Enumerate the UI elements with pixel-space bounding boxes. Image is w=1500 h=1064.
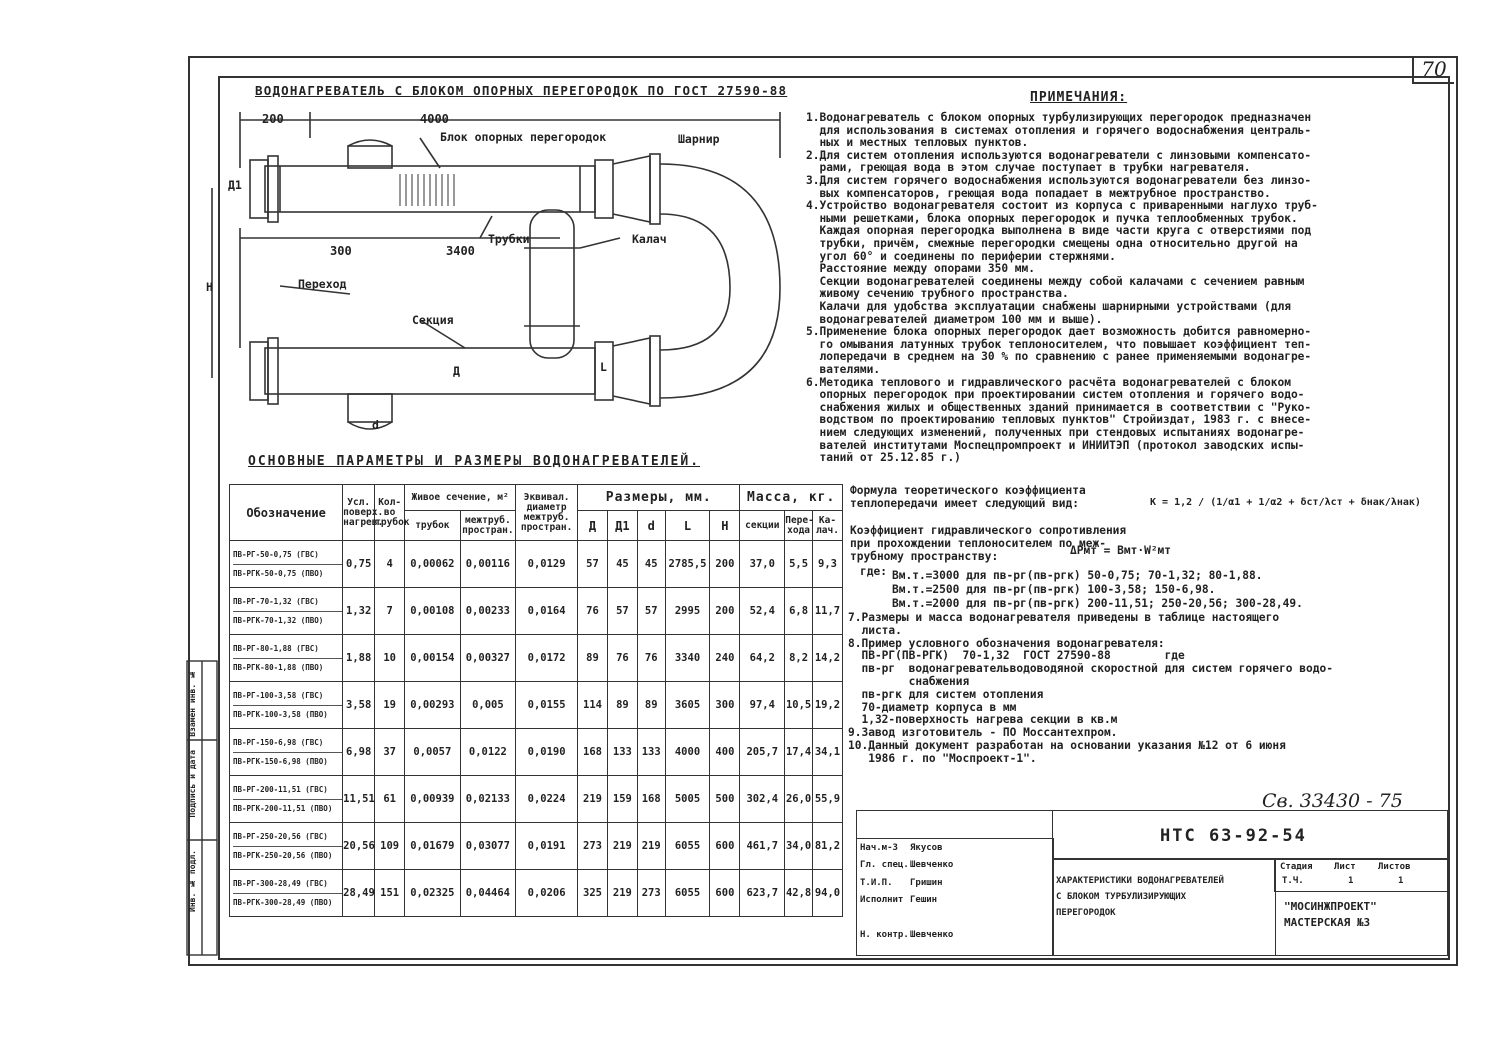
label-tubes: Трубки <box>488 232 530 246</box>
org-2: МАСТЕРСКАЯ №3 <box>1284 916 1371 929</box>
cell-m-trans: 5,5 <box>785 541 813 588</box>
org-1: "МОСИНЖПРОЕКТ" <box>1284 900 1377 913</box>
note-line: таний от 25.12.85 г.) <box>806 451 961 465</box>
cell-m-kal: 94,0 <box>812 870 842 917</box>
th-intertube: межтруб. простран. <box>460 511 516 541</box>
note-line: ных и местных тепловых пунктов. <box>806 136 1029 150</box>
th-surface: Усл. поверх. нагрев. <box>343 485 375 541</box>
th-D1: Д1 <box>607 511 637 541</box>
where-label: где: <box>860 565 887 578</box>
cell-H: 300 <box>710 682 740 729</box>
handwritten-number: Св. 33430 - 75 <box>1262 790 1403 812</box>
cell-tubes: 0,00154 <box>405 635 461 682</box>
cell-count: 61 <box>375 776 405 823</box>
signer-role: Гл. спец. <box>860 860 909 871</box>
note-line: 7.Размеры и масса водонагревателя приведены в таблице настоящего <box>848 611 1280 624</box>
label-baffle-block: Блок опорных перегородок <box>440 130 607 144</box>
th-tubes: трубок <box>405 511 461 541</box>
hydr-intro-2: при прохождении теплоносителем по меж- <box>850 537 1106 550</box>
cell-H: 500 <box>710 776 740 823</box>
designation-line: ПВ-РГ-250-20,56 (ГВС) <box>233 828 342 847</box>
note-line: 1986 г. по "Моспроект-1". <box>848 751 1037 765</box>
coef-3: Вм.т.=2000 для пв-рг(пв-ргк) 200-11,51; 250-20,56; 300-28,49. <box>892 597 1303 610</box>
cell-d: 133 <box>637 729 665 776</box>
cell-D: 89 <box>578 635 608 682</box>
cell-inter: 0,0122 <box>460 729 516 776</box>
sheet-label: Лист <box>1334 862 1356 872</box>
table-row <box>230 823 843 870</box>
label-H: Н <box>206 280 213 294</box>
cell-tubes: 0,00293 <box>405 682 461 729</box>
note-line: вателей институтами Моспецпромпроект и ИНИИТЭП (протокол заводских испы- <box>806 438 1305 452</box>
note-line: водством по проектированию тепловых пунктов" Стройиздат, 1983 г. с внесе- <box>806 413 1312 427</box>
cell-L: 6055 <box>665 823 710 870</box>
cell-L: 4000 <box>665 729 710 776</box>
cell-inter: 0,02133 <box>460 776 516 823</box>
hydr-intro-3: трубному пространству: <box>850 550 999 563</box>
label-D1: Д1 <box>228 178 242 192</box>
dim-4000: 4000 <box>420 112 449 126</box>
note-line: трубки, причём, смежные перегородки смещены одна относительно другой на <box>806 237 1298 250</box>
note-line: листа. <box>848 623 902 637</box>
table-row <box>230 588 843 635</box>
cell-surface: 1,32 <box>343 588 375 635</box>
cell-inter: 0,00233 <box>460 588 516 635</box>
cell-designation <box>230 776 343 823</box>
cell-surface: 28,49 <box>343 870 375 917</box>
note-line: угол 60° и соединены по периферии стержнями. <box>806 249 1116 263</box>
cell-surface: 3,58 <box>343 682 375 729</box>
cell-d: 45 <box>637 541 665 588</box>
cell-d: 168 <box>637 776 665 823</box>
note-line: 3.Для систем горячего водоснабжения используются водонагреватели без линзо- <box>806 174 1312 187</box>
cell-L: 5005 <box>665 776 710 823</box>
cell-H: 400 <box>710 729 740 776</box>
cell-D: 219 <box>578 776 608 823</box>
cell-m-kal: 81,2 <box>812 823 842 870</box>
note-line: вателями. <box>806 363 881 376</box>
cell-surface: 1,88 <box>343 635 375 682</box>
note-line: 1.Водонагреватель с блоком опорных турбулизирующих перегородок предназначен <box>806 111 1312 124</box>
cell-inter: 0,03077 <box>460 823 516 870</box>
th-dimensions: Размеры, мм. <box>578 485 740 511</box>
cell-count: 151 <box>375 870 405 917</box>
cell-designation <box>230 682 343 729</box>
cell-D1: 45 <box>607 541 637 588</box>
table-row <box>230 776 843 823</box>
title-block-desc-cell <box>1052 858 1276 956</box>
designation-line: ПВ-РГ-200-11,51 (ГВС) <box>233 781 342 800</box>
cell-m-trans: 8,2 <box>785 635 813 682</box>
cell-D1: 57 <box>607 588 637 635</box>
stage-value: Т.Ч. <box>1282 876 1304 886</box>
cell-m-sec: 205,7 <box>740 729 785 776</box>
cell-D: 76 <box>578 588 608 635</box>
th-m-section: секции <box>740 511 785 541</box>
note-line: Калачи для удобства эксплуатации снабжены шарнирными устройствами (для <box>806 300 1291 313</box>
note-line: 8.Пример условного обозначения водонагревателя: <box>848 636 1165 650</box>
cell-equiv: 0,0191 <box>516 823 578 870</box>
signer-name: Якусов <box>910 843 943 853</box>
sheets-value: 1 <box>1398 876 1404 886</box>
cell-equiv: 0,0155 <box>516 682 578 729</box>
signer-name: Шевченко <box>910 860 954 871</box>
note-line: 9.Завод изготовитель - ПО Мосcантехпром. <box>848 726 1118 740</box>
cell-inter: 0,00327 <box>460 635 516 682</box>
signer-role: Нач.м-3 <box>860 843 898 853</box>
cell-L: 6055 <box>665 870 710 917</box>
cell-m-sec: 623,7 <box>740 870 785 917</box>
cell-m-trans: 10,5 <box>785 682 813 729</box>
designation-line: ПВ-РГК-150-6,98 (ПВО) <box>233 756 328 766</box>
cell-inter: 0,005 <box>460 682 516 729</box>
signer-name: Гришин <box>910 877 943 888</box>
signer-role: Т.И.П. <box>860 877 893 888</box>
cell-inter: 0,00116 <box>460 541 516 588</box>
side-sign: Подпись и дата <box>188 750 197 818</box>
cell-surface: 11,51 <box>343 776 375 823</box>
label-transition: Переход <box>298 277 347 291</box>
coef-1: Вм.т.=3000 для пв-рг(пв-ргк) 50-0,75; 70-1,32; 80-1,88. <box>892 569 1263 582</box>
note-line: 4.Устройство водонагревателя состоит из корпуса с приваренными наглухо труб- <box>806 199 1318 213</box>
th-H: Н <box>710 511 740 541</box>
cell-H: 240 <box>710 635 740 682</box>
label-L: L <box>600 360 607 374</box>
note-line: лопередачи в среднем на 30 % по сравнению с ранее применяемыми водонагре- <box>806 350 1312 364</box>
cell-count: 4 <box>375 541 405 588</box>
formula-intro-1: Формула теоретического коэффициента <box>850 484 1086 497</box>
note-line: ными решетками, блока опорных перегородок и пучка теплообменных трубок. <box>806 211 1298 225</box>
sheets-label: Листов <box>1378 862 1411 872</box>
cell-D1: 133 <box>607 729 637 776</box>
note-line: живому сечению трубного пространства. <box>806 287 1069 301</box>
designation-line: ПВ-РГК-80-1,88 (ПВО) <box>233 662 324 672</box>
params-table <box>229 484 843 917</box>
th-D: Д <box>578 511 608 541</box>
cell-m-kal: 11,7 <box>812 588 842 635</box>
drawing-title: ВОДОНАГРЕВАТЕЛЬ С БЛОКОМ ОПОРНЫХ ПЕРЕГОРОДОК ПО ГОСТ 27590-88 <box>255 83 788 98</box>
dim-200: 200 <box>262 112 284 126</box>
cell-d: 273 <box>637 870 665 917</box>
cell-designation <box>230 729 343 776</box>
th-live-section: Живое сечение, м² <box>405 485 516 511</box>
cell-tubes: 0,01679 <box>405 823 461 870</box>
cell-H: 600 <box>710 823 740 870</box>
side-inv: Инв. № подл. <box>188 850 197 912</box>
designation-line: ПВ-РГК-70-1,32 (ПВО) <box>233 615 324 625</box>
cell-m-trans: 34,0 <box>785 823 813 870</box>
designation-line: ПВ-РГК-300-28,49 (ПВО) <box>233 897 333 907</box>
cell-m-kal: 14,2 <box>812 635 842 682</box>
side-replace: Взамен инв. № <box>188 670 197 737</box>
cell-designation <box>230 635 343 682</box>
designation-line: ПВ-РГ-100-3,58 (ГВС) <box>233 687 342 706</box>
cell-H: 600 <box>710 870 740 917</box>
designation-line: ПВ-РГК-200-11,51 (ПВО) <box>233 803 333 813</box>
designation-line: ПВ-РГ-50-0,75 (ГВС) <box>233 546 342 565</box>
note-line: 5.Применение блока опорных перегородок дает возможность добится равномерно- <box>806 325 1312 339</box>
cell-D1: 159 <box>607 776 637 823</box>
cell-D: 325 <box>578 870 608 917</box>
signer-name: Шевченко <box>910 930 954 940</box>
table-row <box>230 541 843 588</box>
cell-d: 57 <box>637 588 665 635</box>
cell-D: 57 <box>578 541 608 588</box>
cell-D: 114 <box>578 682 608 729</box>
th-designation: Обозначение <box>230 485 343 541</box>
table-row <box>230 682 843 729</box>
cell-designation <box>230 870 343 917</box>
note-line: 2.Для систем отопления используются водонагреватели с линзовыми компенсато- <box>806 148 1312 162</box>
cell-L: 3340 <box>665 635 710 682</box>
table-row <box>230 729 843 776</box>
cell-equiv: 0,0224 <box>516 776 578 823</box>
cell-m-kal: 19,2 <box>812 682 842 729</box>
cell-designation <box>230 823 343 870</box>
cell-m-kal: 34,1 <box>812 729 842 776</box>
cell-m-sec: 37,0 <box>740 541 785 588</box>
cell-d: 219 <box>637 823 665 870</box>
cell-m-sec: 64,2 <box>740 635 785 682</box>
note-line: го омывания латунных трубок теплоносителем, что повышает коэффициент теп- <box>806 337 1312 351</box>
note-line: пв-рг водонагревательводоводяной скоростной для систем горячего водо- <box>848 662 1333 676</box>
cell-m-kal: 55,9 <box>812 776 842 823</box>
cell-m-trans: 6,8 <box>785 588 813 635</box>
designation-line: ПВ-РГК-50-0,75 (ПВО) <box>233 568 324 578</box>
cell-m-sec: 461,7 <box>740 823 785 870</box>
cell-designation <box>230 541 343 588</box>
cell-L: 3605 <box>665 682 710 729</box>
label-d: d <box>372 418 379 432</box>
cell-D1: 89 <box>607 682 637 729</box>
cell-count: 7 <box>375 588 405 635</box>
cell-m-trans: 17,4 <box>785 729 813 776</box>
th-L: L <box>665 511 710 541</box>
label-hinge: Шарнир <box>678 132 720 146</box>
label-section: Секция <box>412 313 454 327</box>
note-line: снабжения <box>848 675 970 688</box>
note-line: рами, греющая вода в этом случае поступает в трубки нагревателя. <box>806 161 1251 175</box>
th-equiv-diam: Эквивал. диаметр межтруб. простран. <box>516 485 578 541</box>
formula-dp: ΔPмт = Bмт·W²мт <box>1070 544 1172 557</box>
cell-d: 76 <box>637 635 665 682</box>
cell-D1: 76 <box>607 635 637 682</box>
stage-label: Стадия <box>1280 862 1313 872</box>
cell-surface: 0,75 <box>343 541 375 588</box>
cell-D1: 219 <box>607 823 637 870</box>
cell-count: 37 <box>375 729 405 776</box>
label-D: Д <box>453 364 460 378</box>
cell-designation <box>230 588 343 635</box>
note-line: 6.Методика теплового и гидравлического расчёта водонагревателей с блоком <box>806 375 1291 389</box>
note-line: Каждая опорная перегородка выполнена в виде части круга с отверстиями под <box>806 224 1312 238</box>
designation-line: ПВ-РГ-80-1,88 (ГВС) <box>233 640 342 659</box>
signer-role: Н. контр. <box>860 930 909 940</box>
table-row <box>230 870 843 917</box>
cell-tubes: 0,02325 <box>405 870 461 917</box>
cell-m-trans: 42,8 <box>785 870 813 917</box>
cell-equiv: 0,0190 <box>516 729 578 776</box>
designation-line: ПВ-РГ-300-28,49 (ГВС) <box>233 875 342 894</box>
label-kalach: Калач <box>632 232 667 246</box>
cell-m-kal: 9,3 <box>812 541 842 588</box>
designation-line: ПВ-РГ-150-6,98 (ГВС) <box>233 734 342 753</box>
cell-equiv: 0,0172 <box>516 635 578 682</box>
note-line: снабжения жилых и общественных зданий принимается в соответствии с "Руко- <box>806 400 1312 414</box>
document-code: НТС 63-92-54 <box>1160 826 1307 846</box>
note-line: ПВ-РГ(ПВ-РГК) 70-1,32 ГОСТ 27590-88 где <box>848 649 1185 663</box>
coef-2: Вм.т.=2500 для пв-рг(пв-ргк) 100-3,58; 150-6,98. <box>892 583 1216 596</box>
th-m-kalach: Ка-лач. <box>812 511 842 541</box>
cell-equiv: 0,0164 <box>516 588 578 635</box>
note-line: 1,32-поверхность нагрева секции в кв.м <box>848 713 1118 727</box>
note-line: опорных перегородок при проектировании систем отопления и горячего водо- <box>806 388 1305 402</box>
signer-role: Исполнит <box>860 895 904 906</box>
note-line: Секции водонагревателей соединены между собой калачами с сечением равным <box>806 274 1305 288</box>
cell-d: 89 <box>637 682 665 729</box>
cell-equiv: 0,0129 <box>516 541 578 588</box>
note-line: 70-диаметр корпуса в мм <box>848 700 1017 714</box>
th-m-transition: Пере-хода <box>785 511 813 541</box>
cell-m-sec: 97,4 <box>740 682 785 729</box>
cell-m-trans: 26,0 <box>785 776 813 823</box>
cell-tubes: 0,0057 <box>405 729 461 776</box>
side-strip-lines <box>186 660 218 956</box>
dim-300: 300 <box>330 244 352 258</box>
note-line: для использования в системах отопления и горячего водоснабжения централь- <box>806 123 1312 137</box>
th-mass: Масса, кг. <box>740 485 843 511</box>
th-d: d <box>637 511 665 541</box>
sheet-value: 1 <box>1348 876 1354 886</box>
formula-intro-2: теплопередачи имеет следующий вид: <box>850 497 1080 510</box>
cell-equiv: 0,0206 <box>516 870 578 917</box>
notes-title: ПРИМЕЧАНИЯ: <box>1030 90 1128 105</box>
signer-name: Гешин <box>910 895 938 906</box>
hydr-intro-1: Коэффициент гидравлического сопротивления <box>850 524 1127 537</box>
note-line: водонагревателей диаметром 100 мм и выше). <box>806 312 1103 326</box>
cell-m-sec: 302,4 <box>740 776 785 823</box>
note-line: нием следующих изменений, полученных при стендовых испытаниях водонагре- <box>806 426 1305 439</box>
cell-D: 168 <box>578 729 608 776</box>
cell-count: 19 <box>375 682 405 729</box>
page-number: 70 <box>1412 56 1454 84</box>
note-line: Расстояние между опорами 350 мм. <box>806 262 1036 276</box>
cell-tubes: 0,00939 <box>405 776 461 823</box>
cell-m-sec: 52,4 <box>740 588 785 635</box>
table-row <box>230 635 843 682</box>
cell-count: 109 <box>375 823 405 870</box>
cell-tubes: 0,00108 <box>405 588 461 635</box>
cell-surface: 20,56 <box>343 823 375 870</box>
cell-inter: 0,04464 <box>460 870 516 917</box>
designation-line: ПВ-РГК-250-20,56 (ПВО) <box>233 850 333 860</box>
note-line: пв-ргк для систем отопления <box>848 687 1044 701</box>
note-line: 10.Данный документ разработан на основании указания №12 от 6 июня <box>848 739 1286 752</box>
designation-line: ПВ-РГ-70-1,32 (ГВС) <box>233 593 342 612</box>
params-title: ОСНОВНЫЕ ПАРАМЕТРЫ И РАЗМЕРЫ ВОДОНАГРЕВАТЕЛЕЙ. <box>248 454 701 469</box>
cell-surface: 6,98 <box>343 729 375 776</box>
th-count: Кол-во трубок <box>375 485 405 541</box>
cell-H: 200 <box>710 541 740 588</box>
formula-k: K = 1,2 / (1/α1 + 1/α2 + δст/λст + δнак/λнак) <box>1150 497 1421 508</box>
cell-D1: 219 <box>607 870 637 917</box>
cell-tubes: 0,00062 <box>405 541 461 588</box>
cell-D: 273 <box>578 823 608 870</box>
cell-L: 2995 <box>665 588 710 635</box>
cell-H: 200 <box>710 588 740 635</box>
cell-L: 2785,5 <box>665 541 710 588</box>
cell-count: 10 <box>375 635 405 682</box>
desc-2: С БЛОКОМ ТУРБУЛИЗИРУЮЩИХ <box>1056 892 1187 902</box>
note-line: вых компенсаторов, греющая вода попадает в межтрубное пространство. <box>806 186 1271 200</box>
designation-line: ПВ-РГК-100-3,58 (ПВО) <box>233 709 328 719</box>
desc-3: ПЕРЕГОРОДОК <box>1056 908 1116 918</box>
desc-1: ХАРАКТЕРИСТИКИ ВОДОНАГРЕВАТЕЛЕЙ <box>1056 876 1224 886</box>
dim-3400: 3400 <box>446 244 475 258</box>
